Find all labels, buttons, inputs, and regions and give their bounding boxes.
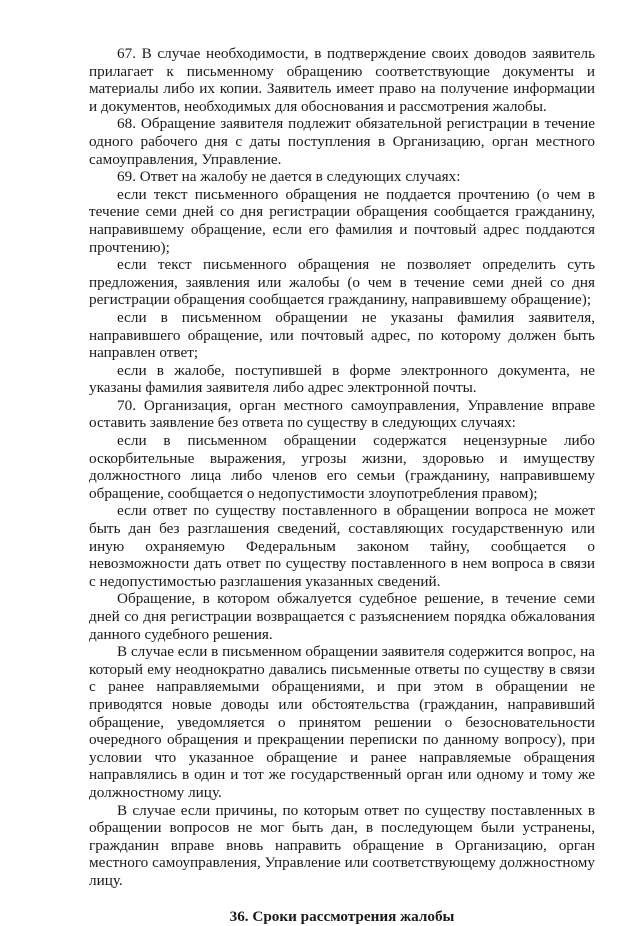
document-page xyxy=(89,45,595,926)
paragraph-69-case-2: если текст письменного обращения не позволяет определить суть предложения, заявления или жалобы (о чем в течение семи дней со дня регистрации обращения сообщается гражданину, направившему обращение); xyxy=(89,256,595,309)
paragraph-69: 69. Ответ на жалобу не дается в следующих случаях: xyxy=(117,168,461,186)
paragraph-69-case-3: если в письменном обращении не указаны фамилия заявителя, направившего обращение, или почтовый адрес, по которому должен быть направлен ответ; xyxy=(89,308,595,362)
paragraph-69-case-1: если текст письменного обращения не поддается прочтению (о чем в течение семи дней со дня регистрации обращения сообщается гражданину, направившему обращение, если его фамилия и почтовый адрес поддаются прочтению); xyxy=(89,185,595,256)
paragraph-68: 68. Обращение заявителя подлежит обязательной регистрации в течение одного рабочего дня с даты поступления в Организацию, орган местного самоуправления, Управление. xyxy=(89,115,595,168)
paragraph-67: 67. В случае необходимости, в подтверждение своих доводов заявитель прилагает к письменному обращению соответствующие документы и материалы либо их копии. Заявитель имеет право на получение информации и документов, необходимых для обоснования и рассмотрения жалобы. xyxy=(89,45,595,115)
paragraph-court-decision: Обращение, в котором обжалуется судебное решение, в течение семи дней со дня регистрации возвращается с разъяснением порядка обжалования данного судебного решения. xyxy=(89,590,595,643)
paragraph-70: 70. Организация, орган местного самоуправления, Управление вправе оставить заявление без ответа по существу в следующих случаях: xyxy=(89,396,595,432)
paragraph-reasons-removed: В случае если причины, по которым ответ по существу поставленных в обращении вопросов не мог быть дан, в последующем были устранены, гражданин вправе вновь направить обращение в Организацию, орган местного самоуправления, Управление или соответствующему должностному лицу. xyxy=(89,801,595,889)
section-heading: 36. Сроки рассмотрения жалобы xyxy=(229,907,455,925)
paragraph-70-case-2: если ответ по существу поставленного в обращении вопроса не может быть дан без разглашения сведений, составляющих государственную или иную охраняемую Федеральным законом тайну, сообщается о невозможности дать ответ по существу поставленного в нем вопроса в связи с недопустимостью разглашения указанных сведений. xyxy=(89,502,595,590)
paragraph-69-case-4: если в жалобе, поступившей в форме электронного документа, не указаны фамилия заявителя либо адрес электронной почты. xyxy=(89,361,595,397)
paragraph-repeated-appeal: В случае если в письменном обращении заявителя содержится вопрос, на который ему неоднократно давались письменные ответы по существу в связи с ранее направляемыми обращениями, и при этом в обращении не приводятся новые доводы или обстоятельства (гражданин, направивший обращение, уведомляется о принятом решении о безосновательности очередного обращения и прекращении переписки по данному вопросу), при условии что указанное обращение и ранее направляемые обращения направлялись в один и тот же государственный орган или одному и тому же должностному лицу. xyxy=(89,643,595,801)
paragraph-70-case-1: если в письменном обращении содержатся нецензурные либо оскорбительные выражения, угрозы жизни, здоровью и имуществу должностного лица либо членов его семьи (гражданину, направившему обращение, сообщается о недопустимости злоупотребления правом); xyxy=(89,432,595,502)
